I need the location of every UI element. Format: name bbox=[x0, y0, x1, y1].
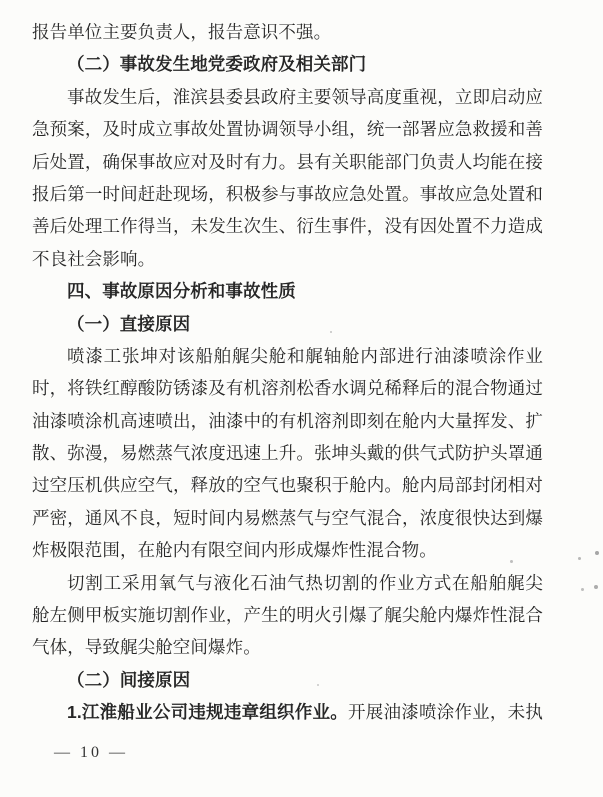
text-line bbox=[32, 405, 543, 437]
scan-speck bbox=[330, 331, 332, 333]
scan-speck bbox=[578, 557, 581, 560]
text-line bbox=[32, 599, 543, 631]
scan-speck bbox=[581, 588, 584, 591]
text-segment: 气体，导致艉尖舱空间爆炸。 bbox=[32, 637, 261, 658]
text-segment: 散、弥漫，易燃蒸气浓度迅速上升。张坤头戴的供气式防护头罩通 bbox=[32, 443, 543, 464]
text-segment-bold: 四、事故原因分析和事故性质 bbox=[67, 281, 296, 302]
text-line bbox=[32, 340, 543, 372]
text-segment: 舱左侧甲板实施切割作业，产生的明火引爆了艉尖舱内爆炸性混合 bbox=[32, 605, 543, 626]
text-segment: 报告单位主要负责人，报告意识不强。 bbox=[32, 22, 332, 42]
scan-speck bbox=[595, 551, 599, 555]
text-line bbox=[32, 534, 543, 566]
text-segment: 切割工采用氧气与液化石油气热切割的作业方式在船舶艉尖 bbox=[67, 572, 543, 593]
text-line bbox=[32, 664, 543, 696]
text-line bbox=[32, 48, 543, 80]
text-segment: 炸极限范围，在舱内有限空间内形成爆炸性混合物。 bbox=[32, 540, 437, 561]
text-line bbox=[32, 308, 543, 340]
text-segment-bold: 1.江淮船业公司违规违章组织作业。 bbox=[67, 702, 349, 723]
text-line bbox=[32, 631, 543, 663]
text-segment: 急预案，及时成立事故处置协调领导小组，统一部署应急救援和善 bbox=[32, 119, 543, 140]
document-body bbox=[32, 16, 543, 729]
text-line bbox=[32, 696, 543, 728]
scan-speck bbox=[594, 585, 598, 589]
text-segment: 后处置，确保事故应对及时有力。县有关职能部门负责人均能在接 bbox=[32, 151, 543, 172]
scan-speck bbox=[317, 684, 319, 686]
text-line bbox=[32, 16, 543, 48]
text-segment: 不良社会影响。 bbox=[32, 248, 156, 269]
text-segment-bold: （一）直接原因 bbox=[67, 313, 191, 334]
text-line bbox=[32, 113, 543, 145]
text-line bbox=[32, 178, 543, 210]
text-line bbox=[32, 437, 543, 469]
text-line bbox=[32, 275, 543, 307]
text-line bbox=[32, 146, 543, 178]
text-segment: 事故发生后，淮滨县委县政府主要领导高度重视，立即启动应 bbox=[67, 86, 543, 107]
page-number: — 10 — bbox=[54, 744, 128, 761]
text-line bbox=[32, 469, 543, 501]
text-segment: 严密，通风不良，短时间内易燃蒸气与空气混合，浓度很快达到爆 bbox=[32, 507, 543, 528]
text-line bbox=[32, 372, 543, 404]
scan-speck bbox=[510, 560, 513, 563]
text-line bbox=[32, 210, 543, 242]
text-line bbox=[32, 567, 543, 599]
text-segment: 过空压机供应空气，释放的空气也聚积于舱内。舱内局部封闭相对 bbox=[32, 475, 543, 496]
text-segment: 报后第一时间赶赴现场，积极参与事故应急处置。事故应急处置和 bbox=[32, 183, 543, 204]
text-line bbox=[32, 243, 543, 275]
text-segment: 油漆喷涂机高速喷出，油漆中的有机溶剂即刻在舱内大量挥发、扩 bbox=[32, 410, 543, 431]
text-segment: 开展油漆喷涂作业，未执 bbox=[348, 702, 543, 723]
text-segment-bold: （二）间接原因 bbox=[67, 669, 191, 690]
text-segment: 时，将铁红醇酸防锈漆及有机溶剂松香水调兑稀释后的混合物通过 bbox=[32, 378, 543, 399]
text-line bbox=[32, 81, 543, 113]
text-segment-bold: （二）事故发生地党委政府及相关部门 bbox=[67, 54, 367, 75]
text-line bbox=[32, 502, 543, 534]
text-segment: 善后处理工作得当，未发生次生、衍生事件，没有因处置不力造成 bbox=[32, 216, 543, 237]
text-segment: 喷漆工张坤对该船舶艉尖舱和艉轴舱内部进行油漆喷涂作业 bbox=[67, 345, 543, 366]
